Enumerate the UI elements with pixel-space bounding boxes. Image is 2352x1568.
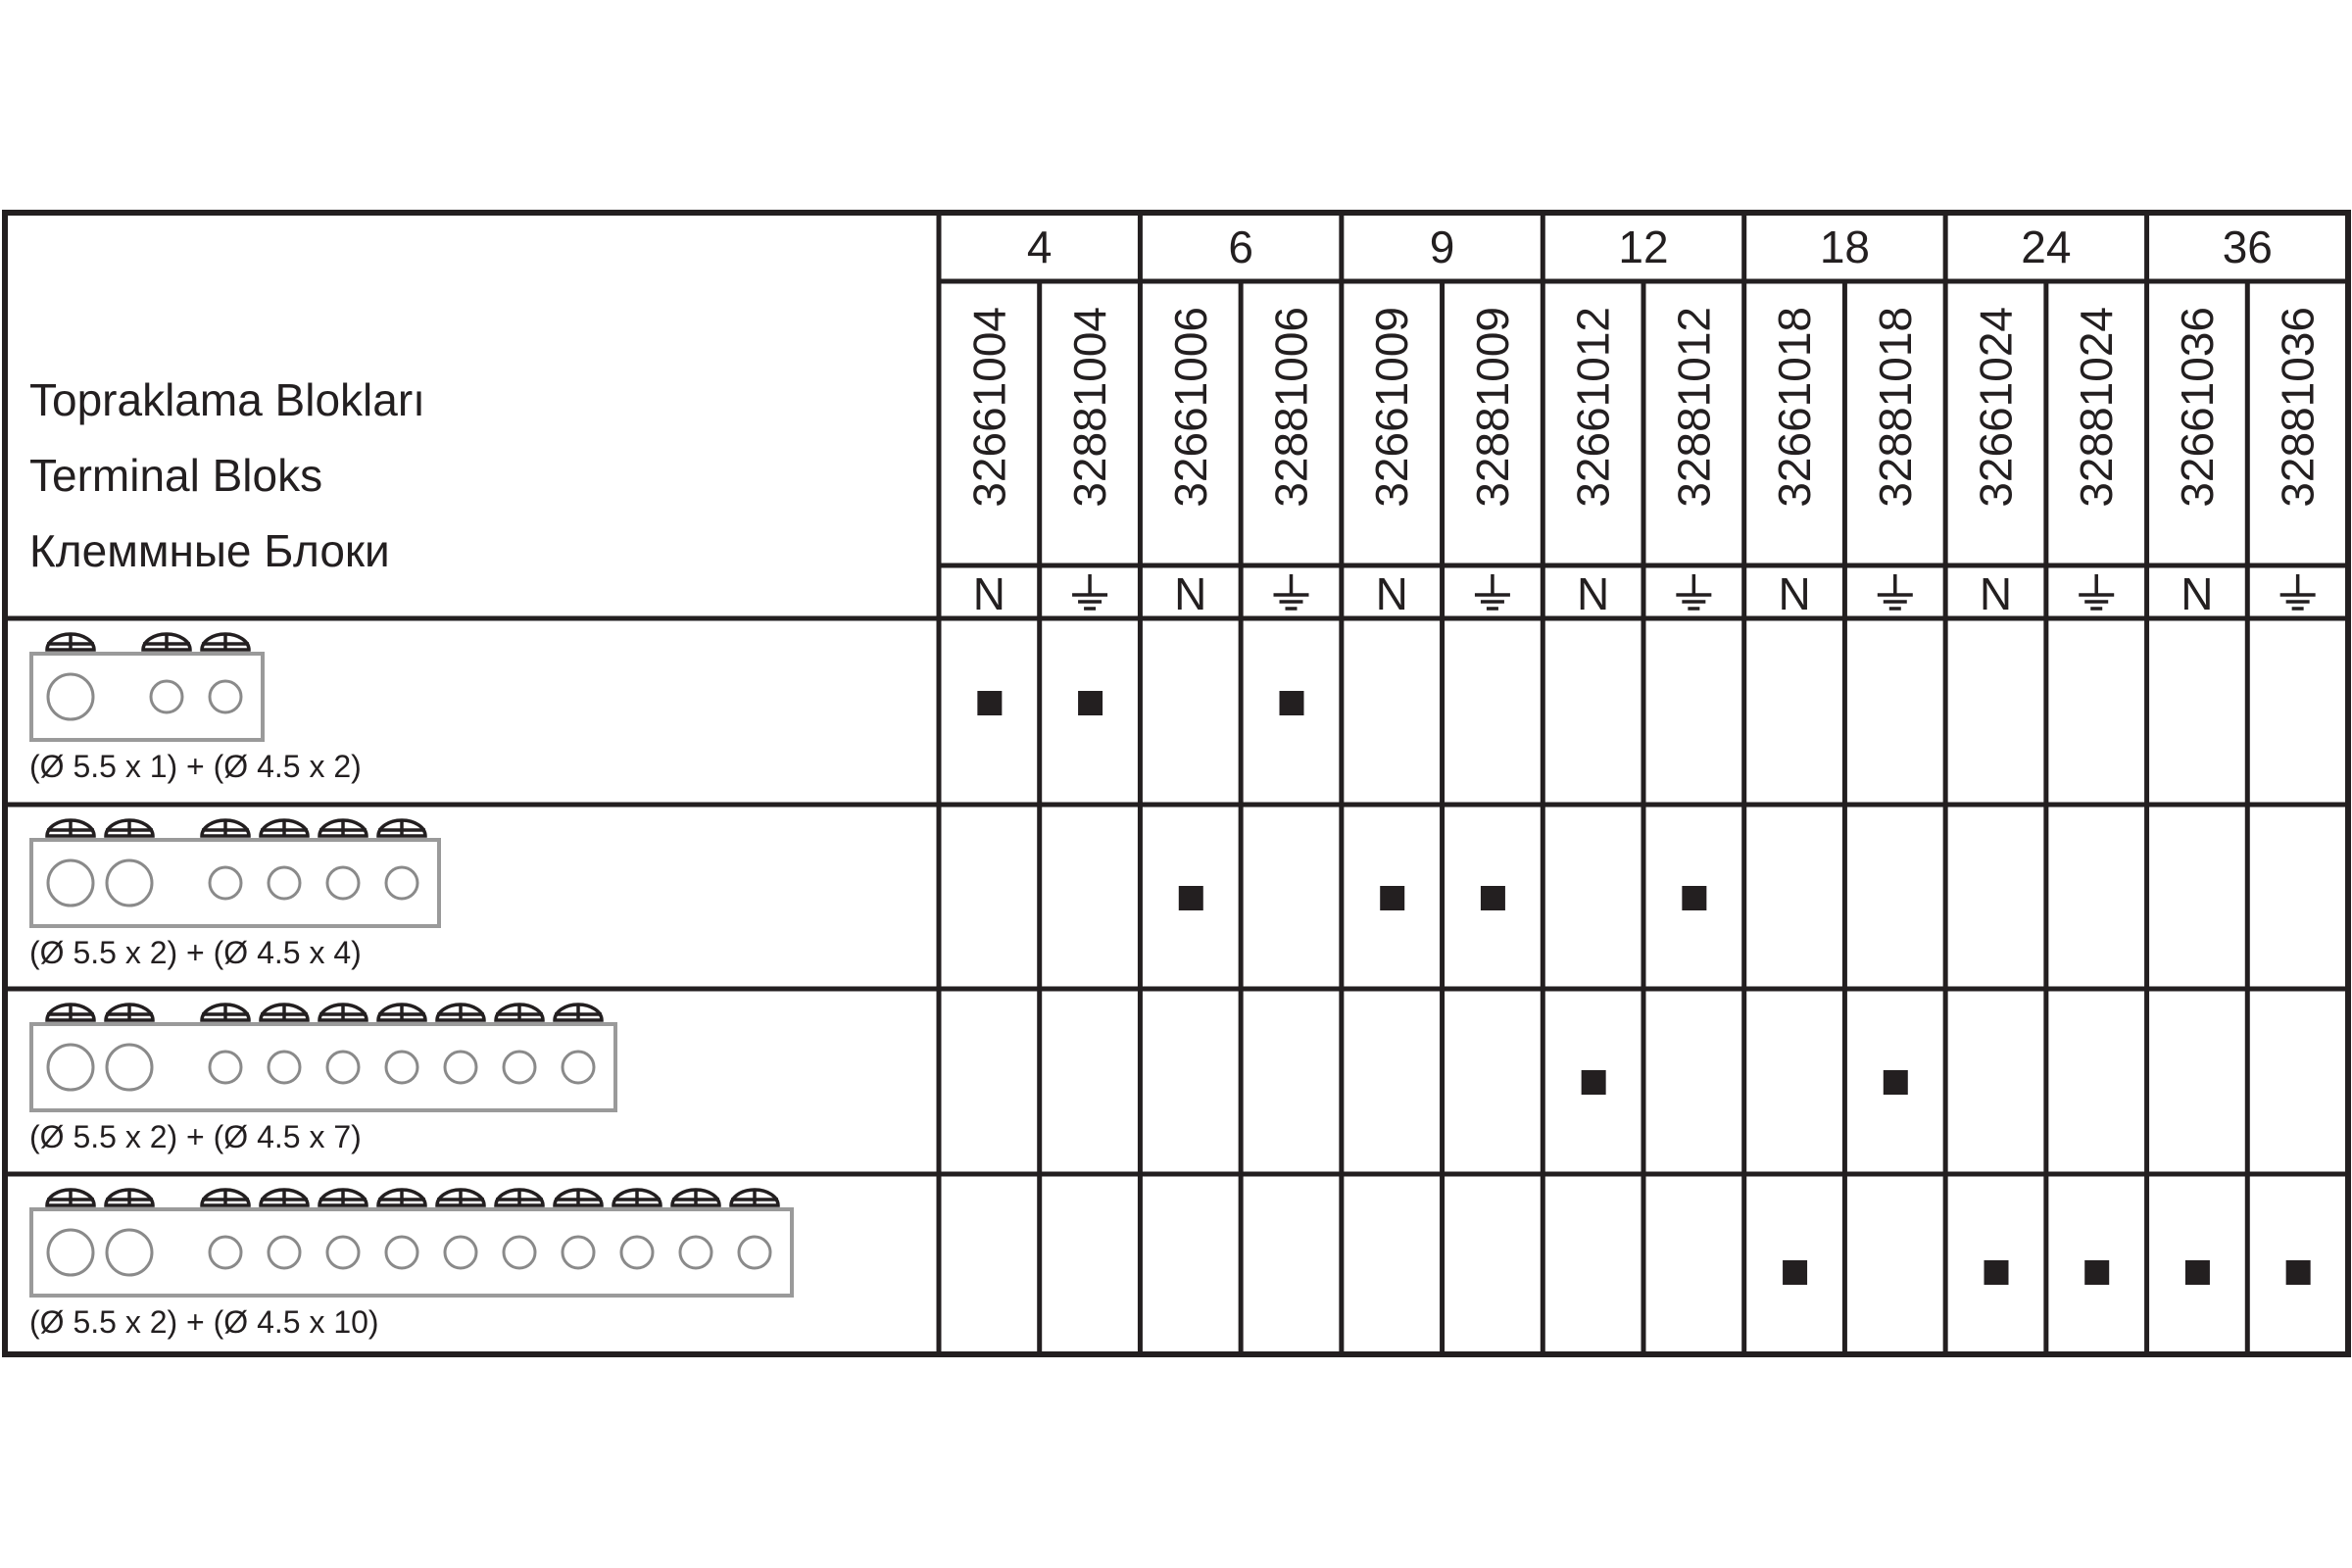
compatibility-mark xyxy=(1280,691,1304,715)
screw-icon xyxy=(202,1190,249,1205)
small-hole xyxy=(269,1052,300,1083)
hole-spec-label: (Ø 5.5 x 2) + (Ø 4.5 x 4) xyxy=(29,935,362,970)
terminal-strip-diagram xyxy=(29,1004,615,1154)
screw-icon xyxy=(437,1004,484,1020)
group-header-36: 36 xyxy=(2222,221,2273,272)
small-hole xyxy=(680,1237,711,1268)
group-header-12: 12 xyxy=(1618,221,1669,272)
compatibility-mark xyxy=(1884,1070,1908,1095)
screw-icon xyxy=(319,1004,367,1020)
neutral-label: N xyxy=(1577,568,1610,619)
hole-spec-label: (Ø 5.5 x 2) + (Ø 4.5 x 10) xyxy=(29,1304,379,1340)
group-header-24: 24 xyxy=(2021,221,2072,272)
neutral-label: N xyxy=(1375,568,1408,619)
terminal-strip-diagram xyxy=(29,634,362,784)
hole-spec-label: (Ø 5.5 x 1) + (Ø 4.5 x 2) xyxy=(29,749,362,784)
compatibility-mark xyxy=(2286,1260,2311,1285)
screw-icon xyxy=(47,634,94,650)
screw-icon xyxy=(319,1190,367,1205)
product-code: 32881006 xyxy=(1265,307,1317,508)
product-code: 32661012 xyxy=(1567,307,1619,508)
compatibility-mark xyxy=(2185,1260,2210,1285)
ground-icon xyxy=(1475,574,1510,609)
ground-icon xyxy=(1072,574,1107,609)
ground-icon xyxy=(1274,574,1309,609)
screw-icon xyxy=(202,1004,249,1020)
screw-icon xyxy=(555,1190,602,1205)
screw-icon xyxy=(106,1190,153,1205)
compatibility-mark xyxy=(1582,1070,1606,1095)
screw-icon xyxy=(672,1190,719,1205)
terminal-strip-diagram xyxy=(29,820,439,970)
large-hole xyxy=(107,860,152,906)
large-hole xyxy=(107,1230,152,1275)
screw-icon xyxy=(319,820,367,836)
small-hole xyxy=(504,1237,535,1268)
screw-icon xyxy=(437,1190,484,1205)
screw-icon xyxy=(378,1004,425,1020)
group-header-6: 6 xyxy=(1228,221,1253,272)
title-russian: Клеммные Блоки xyxy=(29,525,390,576)
product-code: 32661009 xyxy=(1366,307,1418,508)
product-code: 32881012 xyxy=(1668,307,1720,508)
title-turkish: Topraklama Blokları xyxy=(29,374,425,425)
ground-icon xyxy=(1878,574,1913,609)
screw-icon xyxy=(731,1190,778,1205)
neutral-label: N xyxy=(972,568,1005,619)
screw-icon xyxy=(106,820,153,836)
small-hole xyxy=(210,1052,241,1083)
large-hole xyxy=(48,1045,93,1090)
group-header-9: 9 xyxy=(1429,221,1455,272)
screw-icon xyxy=(378,1190,425,1205)
small-hole xyxy=(327,1052,359,1083)
screw-icon xyxy=(202,820,249,836)
small-hole xyxy=(327,1237,359,1268)
small-hole xyxy=(739,1237,770,1268)
compatibility-mark xyxy=(1481,886,1505,910)
large-hole xyxy=(48,860,93,906)
compatibility-mark xyxy=(1682,886,1706,910)
small-hole xyxy=(269,867,300,899)
compatibility-mark xyxy=(2084,1260,2109,1285)
product-code: 32661006 xyxy=(1164,307,1216,508)
product-code: 32881004 xyxy=(1064,307,1116,508)
small-hole xyxy=(327,867,359,899)
large-hole xyxy=(48,674,93,719)
product-code: 32661024 xyxy=(1970,307,2022,508)
small-hole xyxy=(151,681,182,712)
neutral-label: N xyxy=(2180,568,2214,619)
product-code: 32881036 xyxy=(2272,307,2324,508)
compatibility-mark xyxy=(1380,886,1404,910)
product-code: 32661004 xyxy=(963,307,1015,508)
ground-icon xyxy=(1676,574,1711,609)
screw-icon xyxy=(496,1004,543,1020)
screw-icon xyxy=(143,634,190,650)
screw-icon xyxy=(261,1190,308,1205)
large-hole xyxy=(48,1230,93,1275)
screw-icon xyxy=(47,1004,94,1020)
small-hole xyxy=(445,1237,476,1268)
product-code: 32881024 xyxy=(2071,307,2123,508)
neutral-label: N xyxy=(1778,568,1811,619)
small-hole xyxy=(563,1237,594,1268)
screw-icon xyxy=(261,820,308,836)
small-hole xyxy=(269,1237,300,1268)
neutral-label: N xyxy=(1174,568,1207,619)
screw-icon xyxy=(261,1004,308,1020)
screw-icon xyxy=(47,1190,94,1205)
group-header-18: 18 xyxy=(1819,221,1871,272)
screw-icon xyxy=(555,1004,602,1020)
group-header-4: 4 xyxy=(1026,221,1053,272)
terminal-strip-diagram xyxy=(29,1190,792,1340)
small-hole xyxy=(621,1237,653,1268)
small-hole xyxy=(445,1052,476,1083)
small-hole xyxy=(210,1237,241,1268)
screw-icon xyxy=(47,820,94,836)
large-hole xyxy=(107,1045,152,1090)
product-code: 32661018 xyxy=(1769,307,1821,508)
compatibility-mark xyxy=(1783,1260,1807,1285)
small-hole xyxy=(386,1052,417,1083)
compatibility-mark xyxy=(1179,886,1203,910)
screw-icon xyxy=(613,1190,661,1205)
table-title xyxy=(29,374,425,576)
title-english: Terminal Bloks xyxy=(29,450,323,501)
screw-icon xyxy=(106,1004,153,1020)
ground-icon xyxy=(2280,574,2316,609)
small-hole xyxy=(210,867,241,899)
small-hole xyxy=(563,1052,594,1083)
product-code: 32661036 xyxy=(2171,307,2223,508)
product-code: 32881018 xyxy=(1869,307,1921,508)
ground-icon xyxy=(2079,574,2114,609)
product-code: 32881009 xyxy=(1466,307,1518,508)
screw-icon xyxy=(378,820,425,836)
neutral-label: N xyxy=(1979,568,2013,619)
compatibility-mark xyxy=(977,691,1002,715)
small-hole xyxy=(386,1237,417,1268)
small-hole xyxy=(210,681,241,712)
compatibility-mark xyxy=(1984,1260,2009,1285)
small-hole xyxy=(504,1052,535,1083)
small-hole xyxy=(386,867,417,899)
screw-icon xyxy=(496,1190,543,1205)
screw-icon xyxy=(202,634,249,650)
compatibility-mark xyxy=(1078,691,1102,715)
hole-spec-label: (Ø 5.5 x 2) + (Ø 4.5 x 7) xyxy=(29,1119,362,1154)
